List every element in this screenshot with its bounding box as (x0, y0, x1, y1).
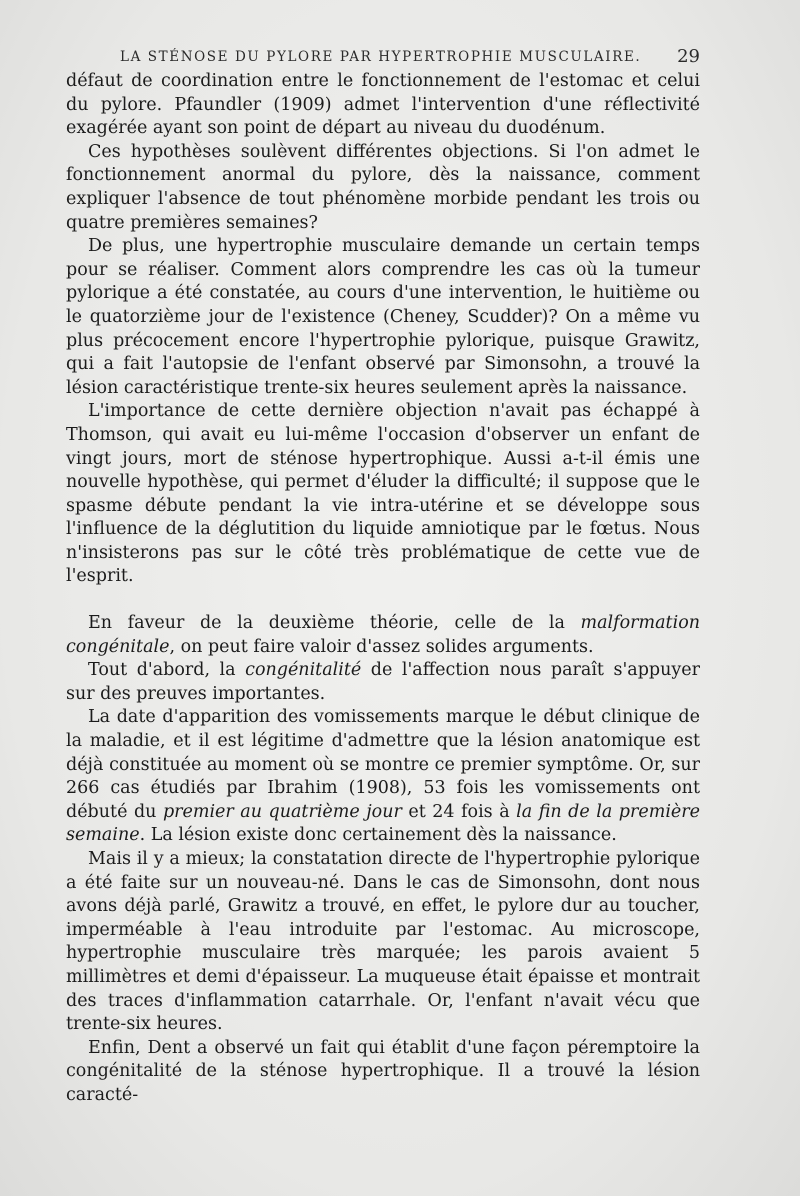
paragraph (66, 141, 700, 235)
paragraph (66, 1037, 700, 1108)
text-run: de l'affection nous paraît s'appuyer sur des preuves importantes. (66, 660, 701, 704)
text-run: De plus, une hypertrophie musculaire demande un certain temps pour se réaliser. Comment alors comprendre les cas où la tumeur pylorique a été constatée, au cours d'une intervention, le huitième ou le quatorzième jour de l'existence (Cheney, Scudder)? On a même vu plus précocement encore l'hypertrophie pylorique, puisque Grawitz, qui a fait l'autopsie de l'enfant observé par Simonsohn, a trouvé la lésion caractéristique trente-six heures seulement après la naissance. (66, 236, 700, 398)
text-run: . La lésion existe donc certainement dès la naissance. (139, 825, 617, 846)
text-run: L'importance de cette dernière objection n'avait pas échappé à Thomson, qui avait eu lui-même l'occasion d'observer un enfant de vingt jours, mort de sténose hypertrophique. Aussi a-t-il émis une nouvelle hypothèse, qui permet d'éluder la difficulté; il suppose que le spasme débute pendant la vie intra-utérine et se développe sous l'influence de la déglutition du liquide amniotique par le fœtus. Nous n'insisterons pas sur le côté très problématique de cette vue de l'esprit. (66, 401, 700, 587)
page-number: 29 (677, 46, 700, 67)
paragraph (66, 70, 700, 141)
paragraph (66, 235, 700, 400)
body-text (66, 70, 700, 1108)
text-run: La date d'apparition des vomissements marque le début clinique de la maladie, et il est légitime d'admettre que la lésion anatomique est déjà constituée au moment où se montre ce premier symptôme. Or, sur 266 cas étudiés par Ibrahim (1908), 53 fois les vomissements ont débuté du (66, 707, 700, 822)
paragraph (66, 706, 700, 848)
paragraph (66, 400, 700, 589)
paragraph (66, 848, 700, 1037)
text-run: En faveur de la deuxième théorie, celle de la (88, 613, 581, 634)
text-run: Tout d'abord, la (88, 660, 246, 681)
paragraph (66, 659, 700, 706)
page-header (120, 46, 700, 70)
running-title: LA STÉNOSE DU PYLORE PAR HYPERTROPHIE MUSCULAIRE. (120, 49, 642, 65)
text-run: , on peut faire valoir d'assez solides arguments. (169, 636, 594, 657)
italic-run: premier au quatrième jour (162, 801, 402, 822)
text-run: et 24 fois à (401, 801, 517, 822)
text-run: défaut de coordination entre le fonctionnement de l'estomac et celui du pylore. Pfaundler (1909) admet l'intervention d'une réflectivité exagérée ayant son point de départ au niveau du duodénum. (66, 71, 700, 139)
paragraph (66, 612, 700, 659)
text-run: Ces hypothèses soulèvent différentes objections. Si l'on admet le fonctionnement anormal du pylore, dès la naissance, comment expliquer l'absence de tout phénomène morbide pendant les trois ou quatre premières semaines? (66, 141, 700, 233)
text-run: Mais il y a mieux; la constatation directe de l'hypertrophie pylorique a été faite sur un nouveau-né. Dans le cas de Simonsohn, dont nous avons déjà parlé, Grawitz a trouvé, en effet, le pylore dur au toucher, imperméable à l'eau introduite par l'estomac. Au microscope, hypertrophie musculaire très marquée; les parois avaient 5 millimètres et demi d'épaisseur. La muqueuse était épaisse et montrait des traces d'inflammation catarrhale. Or, l'enfant n'avait vécu que trente-six heures. (66, 849, 700, 1035)
text-run: Enfin, Dent a observé un fait qui établit d'une façon péremptoire la congénitalité de la sténose hypertrophique. Il a trouvé la lésion caracté- (66, 1037, 700, 1105)
italic-run: malformation congénitale (66, 613, 700, 657)
italic-run: la fin de la première semaine (66, 801, 700, 846)
italic-run: congénitalité (245, 660, 362, 681)
